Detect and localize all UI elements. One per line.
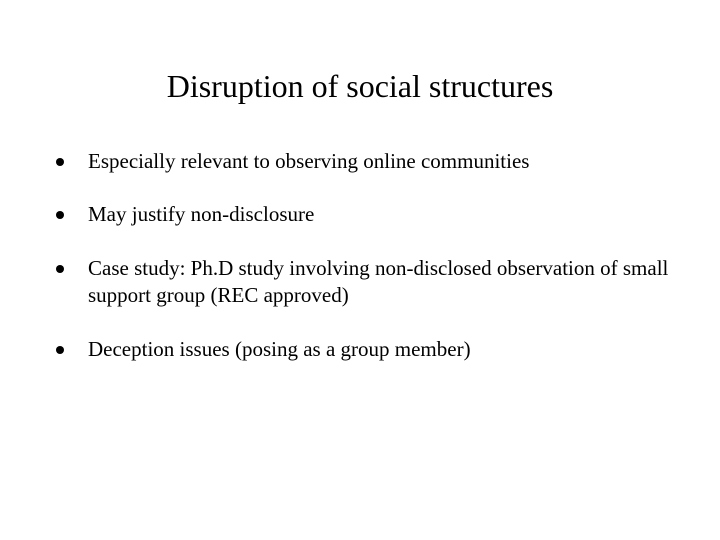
bullet-text: May justify non-disclosure: [88, 202, 315, 226]
bullet-dot-icon: [56, 158, 64, 166]
bullet-text: Case study: Ph.D study involving non-disclosed observation of small support group (REC approved): [88, 256, 669, 307]
bullet-text: Deception issues (posing as a group member): [88, 337, 471, 361]
bullet-dot-icon: [56, 265, 64, 273]
bullet-text: Especially relevant to observing online communities: [88, 149, 530, 173]
bullet-dot-icon: [56, 211, 64, 219]
slide-title: Disruption of social structures: [166, 68, 554, 104]
bullet-dot-icon: [56, 346, 64, 354]
